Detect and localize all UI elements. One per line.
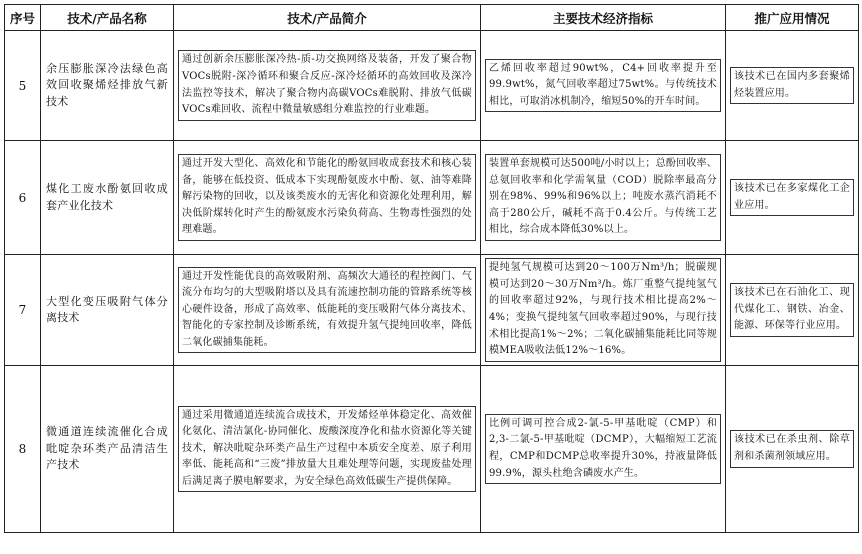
header-row [5,5,859,31]
row-number: 7 [5,255,41,366]
tech-intro: 通过采用微通道连续流合成技术，开发烯烃单体稳定化、高效催化氨化、清洁氯化-协同催化、废酸深度净化和盐水资源化等关键技术，解决吡啶杂环类产品生产过程中本质安全度差、原子利用率低、能耗高和“三废”排放量大且难处理等问题，实现废盐处理后满足离子膜电解要求，为安全绿色高效低碳生产提供保障。 [182,409,472,487]
application: 该技术已在杀虫剂、除草剂和杀菌剂领域应用。 [734,434,850,462]
indicators-cell [481,366,726,533]
header-indicators: 主要技术经济指标 [481,5,726,31]
tech-intro-cell [174,366,481,533]
tech-name: 微通道连续流催化合成吡啶杂环类产品清洁生产技术 [46,425,168,472]
tech-name: 大型化变压吸附气体分离技术 [46,294,168,324]
table-row [5,255,859,366]
table-row [5,141,859,255]
application-cell [726,31,859,141]
application-cell [726,141,859,255]
tech-intro: 通过开发大型化、高效化和节能化的酚氨回收成套技术和核心装备，能够在低投资、低成本下实现酚氨废水中酚、氨、油等难降解污染物的回收，以及该类废水的无害化和资源化处理利用，解决低阶煤转化时产生的酚氨废水污染负荷高、生物毒性强烈的处理难题。 [182,158,472,236]
application: 该技术已在国内多套聚烯烃装置应用。 [734,70,850,99]
tech-table-container [4,4,859,533]
header-application: 推广应用情况 [726,5,859,31]
row-number: 6 [5,141,41,255]
tech-name-cell [41,255,174,366]
row-number: 8 [5,366,41,533]
indicators: 提纯氢气规模可达到20～100万Nm³/h；脱碳规模可达到20～30万Nm³/h。炼厂重整气提纯氢气的回收率超过92%，与现行技术相比提高2%～4%；变换气提纯氢气回收率超过90%，与现行技术相比提高1%～2%；二氧化碳捕集能耗比同等规模MEA吸收法低12%～16%。 [489,262,717,357]
tech-intro-cell [174,31,481,141]
tech-intro-cell [174,141,481,255]
tech-intro-cell [174,255,481,366]
header-name: 技术/产品名称 [41,5,174,31]
application-cell [726,255,859,366]
tech-intro: 通过开发性能优良的高效吸附剂、高频次大通径的程控阀门、气流分布均匀的大型吸附塔以及具有流速控制功能的管路系统等核心硬件设备，形成了高效率、低能耗的变压吸附气体分离技术、智能化的专家控制及诊断系统，有效提升氢气提纯回收率，降低二氧化碳捕集能耗。 [182,270,472,348]
table-row [5,31,859,141]
tech-table [4,4,859,533]
application: 该技术已在多家煤化工企业应用。 [734,182,850,211]
indicators-cell [481,31,726,141]
indicators-cell [481,141,726,255]
tech-name-cell [41,31,174,141]
header-intro: 技术/产品简介 [174,5,481,31]
tech-name: 煤化工废水酚氨回收成套产业化技术 [46,182,168,212]
tech-name-cell [41,366,174,533]
application-cell [726,366,859,533]
table-row [5,366,859,533]
application: 该技术已在石油化工、现代煤化工、钢铁、冶金、能源、环保等行业应用。 [734,287,850,332]
indicators-cell [481,255,726,366]
tech-intro: 通过创新余压膨胀深冷热-质-功交换网络及装备，开发了聚合物VOCs脱附-深冷循环和聚合反应-深冷烃循环的高效回收及深冷法监控等技术，解决了聚合物内高碳VOCs难脱附、排放气低碳VOCs难回收、流程中微量敏感组分难监控的行业难题。 [182,54,472,116]
tech-name-cell [41,141,174,255]
header-no: 序号 [5,5,41,31]
indicators: 装置单套规模可达500吨/小时以上；总酚回收率、总氨回收率和化学需氧量（COD）脱除率最高分别在98%、99%和96%以上；吨废水蒸汽消耗不高于280公斤，碱耗不高于0.4公斤。与传统工艺相比，综合成本降低30%以上。 [489,158,717,236]
indicators: 比例可调可控合成2-氯-5-甲基吡啶（CMP）和2,3-二氯-5-甲基吡啶（DCMP），大幅缩短工艺流程，CMP和DCMP总收率提升30%，持液量降低99.9%，源头杜绝含磷废水产生。 [489,417,717,479]
indicators: 乙烯回收率超过90wt%，C4+回收率提升至99.9wt%，氮气回收率超过75wt%。与传统技术相比，可取消冰机制冷，缩短50%的开车时间。 [489,62,717,107]
tech-name: 余压膨胀深冷法绿色高效回收聚烯烃排放气新技术 [46,61,168,108]
row-number: 5 [5,31,41,141]
